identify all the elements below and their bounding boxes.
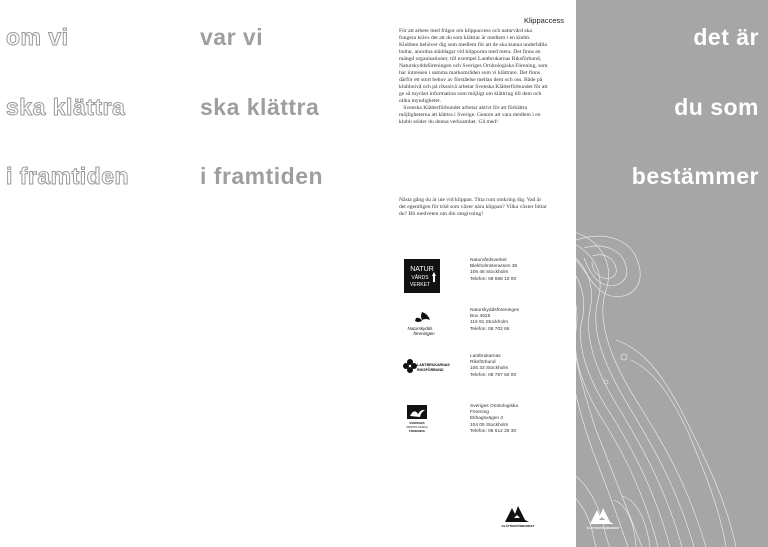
address-line: Lantbrukarnas <box>470 354 501 359</box>
logo-text-2: ORNITOLOGISKA <box>406 426 428 429</box>
panel-info <box>390 0 576 547</box>
address-line: Telefon: 08 702 65 <box>470 326 510 332</box>
org-address <box>470 308 519 333</box>
headline-line-1: var vi <box>200 24 264 50</box>
address-line: 105 33 Stockholm <box>470 366 509 372</box>
address-line: Naturskyddsföreningen <box>470 308 520 313</box>
naturvardsverket-logo <box>402 258 442 292</box>
org-naturvardsverket <box>402 258 552 303</box>
address-line: 106 48 Stockholm <box>470 270 509 276</box>
paragraph-text: För att arbete med frågor om klippaccess och naturvård ska fungera krävs det att du som klättrar är medlem i en klubb. Klubben behöver dig som medlem för att de ska kunna underhålla bultar, anordna städdagar vid klipporna med mera. Det finns en mängd organisationer, till exempel Lantbrukarnas Riksförbund, Naturskyddsföreningen och Sveriges Ornitologiska Förening, som har intressen i samma markområden som vi klättrare. Det finns därför ett stort behov av förståelse mellan dem och oss. Både på klubbnivå och på riksnivå arbetar Svenska Klätterförbundet för att ge så mycket information som möjligt om klättring till dem och olika myndigheter. <box>399 28 548 104</box>
logo-text-1: LANTBRUKARNAS <box>417 363 450 367</box>
logo-text-1: NATUR <box>410 266 434 273</box>
headline-line-1: om vi <box>6 24 69 50</box>
headline-line-2: du som <box>674 94 759 120</box>
address-line: Sveriges Ornitologiska <box>470 404 518 409</box>
panel-cover <box>576 0 768 547</box>
org-lantbrukarnas-riksforbund <box>402 354 552 399</box>
address-line: Telefon: 08 698 10 00 <box>470 276 517 282</box>
body-paragraph-2: Nästa gång du är ute vid klippan. Titta runt omkring dig. Vad är det egentligen för träd som växer nära klippan? Vilka växter bittar du? Bli medveten om din omgivning! <box>399 197 547 217</box>
logo-text: KLÄTTERFÖRBUNDET <box>586 526 620 530</box>
address-line: Telefon: 08 612 25 30 <box>470 428 517 434</box>
panel-outline-headline <box>0 0 195 547</box>
topographic-map-lines <box>576 0 768 547</box>
logo-text: KLÄTTERFÖRBUNDET <box>501 524 535 528</box>
logo-text-2: RIKSFÖRBUND <box>417 368 444 372</box>
address-line: Ekhagsvägen 3 <box>470 416 504 422</box>
org-address <box>470 258 517 283</box>
logo-text-2: VÅRDS <box>411 275 429 281</box>
address-line: Naturvårdsverket <box>470 258 507 263</box>
section-heading: Klippaccess <box>523 16 564 25</box>
headline-line-3: i framtiden <box>200 163 324 189</box>
headline-line-3: bestämmer <box>631 163 759 189</box>
address-line: Blekholmsterassen 36 <box>470 264 518 270</box>
address-line: Riksförbund <box>470 360 496 366</box>
address-line: Förening <box>470 410 489 416</box>
address-line: 104 05 Stockholm <box>470 422 509 428</box>
logo-text-2: föreningen <box>413 331 435 336</box>
org-sveriges-ornitologiska-forening <box>402 404 552 449</box>
address-line: 116 91 Stockholm <box>470 320 509 326</box>
logo-text-3: FÖRENING <box>409 429 425 433</box>
org-address <box>470 404 518 435</box>
lrf-clover-logo <box>402 354 450 388</box>
headline-line-1: det är <box>693 24 759 50</box>
paragraph-text: Svenska Klätterförbundet arbetar aktivt för att förbättra möjligheterna att klättra i Sverige. Genom att vara medlem i en klubb stöder du denna verksamhet. Gå med! <box>399 105 541 125</box>
headline-line-3: i framtiden <box>6 163 130 189</box>
headline-line-2: ska klättra <box>200 94 320 120</box>
headline-line-2: ska klättra <box>6 94 126 120</box>
klatterforbundet-logo <box>501 502 535 528</box>
address-line: Telefon: 08 787 50 00 <box>470 372 517 378</box>
logo-text-1: Naturskydds <box>407 326 433 331</box>
panel-grey-headline <box>195 0 390 547</box>
logo-text-3: VERKET <box>409 282 431 288</box>
org-address <box>470 354 516 379</box>
logo-text-1: SVERIGES <box>409 421 425 425</box>
klatterforbundet-logo-white <box>586 504 620 530</box>
org-naturskyddsforeningen <box>402 308 552 353</box>
address-line: Box 4625 <box>470 314 491 320</box>
body-paragraph-1 <box>399 28 549 126</box>
naturskyddsforeningen-logo <box>402 308 442 342</box>
sof-bird-logo <box>402 404 442 438</box>
